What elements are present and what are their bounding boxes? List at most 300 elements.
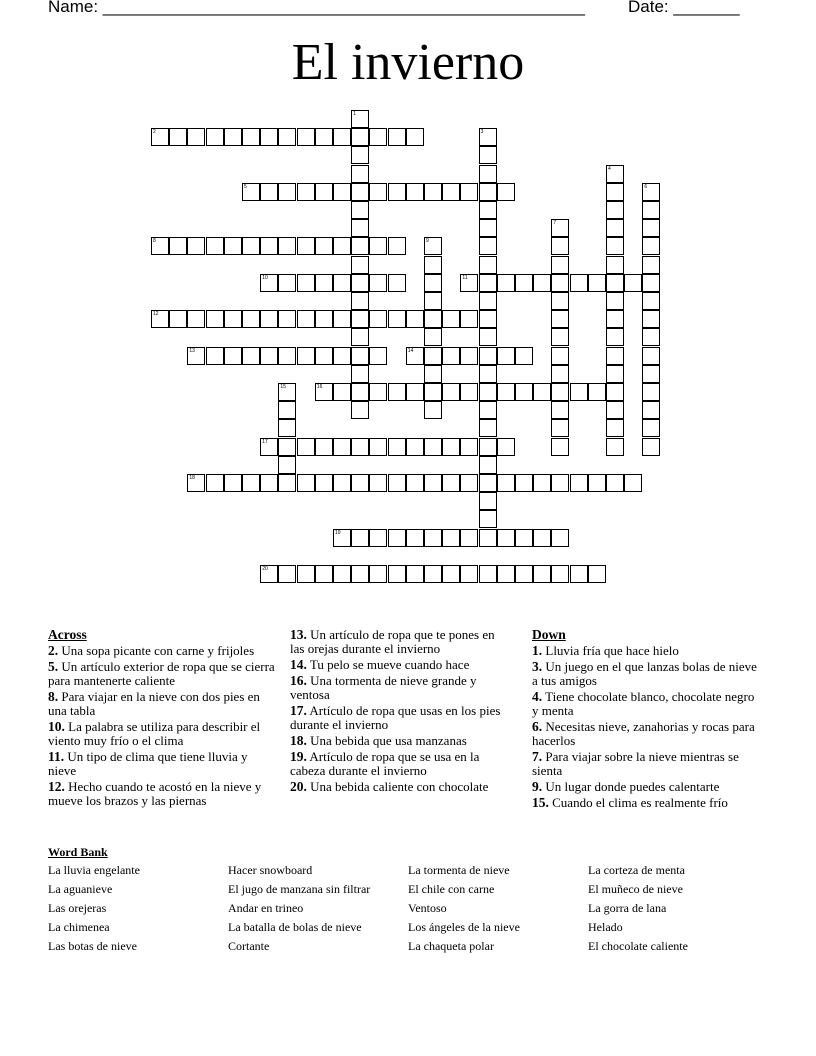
grid-cell[interactable] [479,529,497,547]
grid-cell[interactable] [551,219,569,237]
grid-cell[interactable] [533,274,551,292]
grid-cell[interactable] [351,165,369,183]
grid-cell[interactable] [479,383,497,401]
grid-cell[interactable] [260,237,278,255]
grid-cell[interactable] [351,310,369,328]
grid-cell[interactable] [278,383,296,401]
grid-cell[interactable] [278,438,296,456]
grid-cell[interactable] [424,383,442,401]
grid-cell[interactable] [497,438,515,456]
grid-cell[interactable] [351,256,369,274]
grid-cell[interactable] [333,474,351,492]
grid-cell[interactable] [551,529,569,547]
clue-number: 14 [407,347,414,354]
grid-cell[interactable] [460,274,478,292]
clue-across-10: 10. La palabra se utiliza para describir el viento muy frío o el clima [48,719,261,748]
grid-cell[interactable] [533,529,551,547]
grid-cell[interactable] [315,565,333,583]
grid-cell[interactable] [497,529,515,547]
grid-cell[interactable] [624,474,642,492]
grid-cell[interactable] [351,183,369,201]
grid-cell[interactable] [351,347,369,365]
grid-cell[interactable] [260,565,278,583]
grid-cell[interactable] [278,347,296,365]
grid-cell[interactable] [388,565,406,583]
grid-cell[interactable] [206,237,224,255]
grid-cell[interactable] [424,274,442,292]
grid-cell[interactable] [278,128,296,146]
grid-cell[interactable] [406,529,424,547]
grid-cell[interactable] [315,383,333,401]
grid-cell[interactable] [260,183,278,201]
grid-cell[interactable] [479,401,497,419]
grid-cell[interactable] [242,237,260,255]
grid-cell[interactable] [642,438,660,456]
clue-across-13: 13. Un artículo de ropa que te pones en las orejas durante el invierno [290,627,495,656]
grid-cell[interactable] [388,474,406,492]
grid-cell[interactable] [442,183,460,201]
grid-cell[interactable] [151,237,169,255]
grid-cell[interactable] [388,383,406,401]
clue-across-5: 5. Un artículo exterior de ropa que se cierra para mantenerte caliente [48,659,275,688]
grid-cell[interactable] [315,128,333,146]
grid-cell[interactable] [242,347,260,365]
grid-cell[interactable] [497,474,515,492]
grid-cell[interactable] [460,474,478,492]
word-bank-item: El chile con carne [408,882,495,896]
grid-cell[interactable] [479,201,497,219]
grid-cell[interactable] [406,383,424,401]
grid-cell[interactable] [369,529,387,547]
grid-cell[interactable] [551,256,569,274]
grid-cell[interactable] [369,383,387,401]
grid-cell[interactable] [406,474,424,492]
clue-number: 17 [262,438,268,445]
grid-cell[interactable] [533,383,551,401]
clue-number: 7 [553,220,557,227]
grid-cell[interactable] [278,183,296,201]
grid-cell[interactable] [642,310,660,328]
grid-cell[interactable] [642,274,660,292]
grid-cell[interactable] [606,438,624,456]
grid-cell[interactable] [351,146,369,164]
grid-cell[interactable] [606,383,624,401]
grid-cell[interactable] [606,219,624,237]
clue-number: 8 [153,238,156,245]
grid-cell[interactable] [424,256,442,274]
grid-cell[interactable] [606,401,624,419]
grid-cell[interactable] [406,347,424,365]
grid-cell[interactable] [351,365,369,383]
grid-cell[interactable] [642,237,660,255]
grid-cell[interactable] [460,438,478,456]
grid-cell[interactable] [242,128,260,146]
name-field[interactable]: Name: ___________________________________________________ [48,0,585,16]
grid-cell[interactable] [278,274,296,292]
clue-across-17: 17. Artículo de ropa que usas en los pies durante el invierno [290,703,501,732]
grid-cell[interactable] [479,310,497,328]
clue-number: 4 [608,165,611,172]
grid-cell[interactable] [606,474,624,492]
grid-cell[interactable] [369,347,387,365]
grid-cell[interactable] [606,237,624,255]
grid-cell[interactable] [442,438,460,456]
grid-cell[interactable] [424,347,442,365]
grid-cell[interactable] [479,510,497,528]
grid-cell[interactable] [297,128,315,146]
grid-cell[interactable] [388,438,406,456]
grid-cell[interactable] [642,219,660,237]
grid-cell[interactable] [297,565,315,583]
grid-cell[interactable] [497,347,515,365]
grid-cell[interactable] [570,565,588,583]
grid-cell[interactable] [642,328,660,346]
grid-cell[interactable] [497,383,515,401]
grid-cell[interactable] [260,310,278,328]
grid-cell[interactable] [406,565,424,583]
grid-cell[interactable] [388,128,406,146]
clue-down-15: 15. Cuando el clima es realmente frío [532,795,728,810]
grid-cell[interactable] [588,565,606,583]
grid-cell[interactable] [479,365,497,383]
grid-cell[interactable] [278,419,296,437]
grid-cell[interactable] [388,274,406,292]
word-bank-item: El jugo de manzana sin filtrar [228,882,371,896]
clue-number: 2 [153,129,156,136]
grid-cell[interactable] [533,474,551,492]
grid-cell[interactable] [479,419,497,437]
grid-cell[interactable] [388,237,406,255]
grid-cell[interactable] [206,310,224,328]
grid-cell[interactable] [479,565,497,583]
grid-cell[interactable] [351,529,369,547]
grid-cell[interactable] [315,274,333,292]
grid-cell[interactable] [297,438,315,456]
grid-cell[interactable] [551,365,569,383]
across-clues-col-2 [290,628,512,796]
grid-cell[interactable] [351,110,369,128]
clue-across-12: 12. Hecho cuando te acostó en la nieve y mueve los brazos y las piernas [48,779,262,808]
grid-cell[interactable] [515,383,533,401]
grid-cell[interactable] [479,146,497,164]
clue-across-2: 2. Una sopa picante con carne y frijoles [48,643,255,658]
grid-cell[interactable] [515,565,533,583]
grid-cell[interactable] [369,183,387,201]
clue-down-7: 7. Para viajar sobre la nieve mientras se sienta [532,749,739,778]
grid-cell[interactable] [315,347,333,365]
grid-cell[interactable] [297,310,315,328]
grid-cell[interactable] [588,274,606,292]
clue-number: 20 [262,566,268,572]
grid-cell[interactable] [424,401,442,419]
grid-cell[interactable] [642,292,660,310]
grid-cell[interactable] [479,183,497,201]
grid-cell[interactable] [606,201,624,219]
grid-cell[interactable] [479,438,497,456]
grid-cell[interactable] [497,565,515,583]
grid-cell[interactable] [278,310,296,328]
grid-cell[interactable] [479,165,497,183]
grid-cell[interactable] [442,529,460,547]
grid-cell[interactable] [169,128,187,146]
grid-cell[interactable] [642,256,660,274]
grid-cell[interactable] [424,529,442,547]
word-bank-item: La batalla de bolas de nieve [228,920,362,934]
grid-cell[interactable] [606,274,624,292]
grid-cell[interactable] [424,183,442,201]
grid-cell[interactable] [206,474,224,492]
grid-cell[interactable] [369,474,387,492]
grid-cell[interactable] [333,347,351,365]
grid-cell[interactable] [551,237,569,255]
grid-cell[interactable] [351,438,369,456]
grid-cell[interactable] [187,347,205,365]
clue-across-16: 16. Una tormenta de nieve grande y ventosa [290,673,477,702]
grid-cell[interactable] [551,292,569,310]
date-field[interactable]: Date: _______ [628,0,740,16]
word-bank-item: La corteza de menta [588,863,685,877]
grid-cell[interactable] [315,183,333,201]
grid-cell[interactable] [588,383,606,401]
grid-cell[interactable] [297,237,315,255]
grid-cell[interactable] [551,565,569,583]
grid-cell[interactable] [151,310,169,328]
grid-cell[interactable] [533,565,551,583]
grid-cell[interactable] [570,383,588,401]
grid-cell[interactable] [333,128,351,146]
grid-cell[interactable] [642,419,660,437]
grid-cell[interactable] [406,183,424,201]
grid-cell[interactable] [369,237,387,255]
grid-cell[interactable] [642,347,660,365]
grid-cell[interactable] [479,274,497,292]
grid-cell[interactable] [278,401,296,419]
grid-cell[interactable] [351,274,369,292]
grid-cell[interactable] [333,310,351,328]
grid-cell[interactable] [606,365,624,383]
grid-cell[interactable] [260,128,278,146]
grid-cell[interactable] [460,565,478,583]
grid-cell[interactable] [333,529,351,547]
grid-cell[interactable] [187,474,205,492]
grid-cell[interactable] [442,565,460,583]
grid-cell[interactable] [351,219,369,237]
grid-cell[interactable] [242,474,260,492]
grid-cell[interactable] [187,237,205,255]
grid-cell[interactable] [606,419,624,437]
grid-cell[interactable] [369,438,387,456]
grid-cell[interactable] [570,274,588,292]
grid-cell[interactable] [551,474,569,492]
grid-cell[interactable] [169,310,187,328]
grid-cell[interactable] [515,347,533,365]
grid-cell[interactable] [442,347,460,365]
grid-cell[interactable] [333,565,351,583]
grid-cell[interactable] [278,237,296,255]
grid-cell[interactable] [388,310,406,328]
grid-cell[interactable] [624,274,642,292]
grid-cell[interactable] [187,128,205,146]
grid-cell[interactable] [333,383,351,401]
grid-cell[interactable] [606,310,624,328]
grid-cell[interactable] [479,237,497,255]
clue-down-6: 6. Necesitas nieve, zanahorias y rocas para hacerlos [532,719,755,748]
grid-cell[interactable] [642,401,660,419]
grid-cell[interactable] [224,128,242,146]
grid-cell[interactable] [479,456,497,474]
grid-cell[interactable] [351,201,369,219]
grid-cell[interactable] [570,474,588,492]
grid-cell[interactable] [224,474,242,492]
grid-cell[interactable] [351,383,369,401]
grid-cell[interactable] [551,383,569,401]
grid-cell[interactable] [424,365,442,383]
grid-cell[interactable] [369,565,387,583]
grid-cell[interactable] [606,347,624,365]
grid-cell[interactable] [460,383,478,401]
grid-cell[interactable] [642,383,660,401]
grid-cell[interactable] [515,474,533,492]
grid-cell[interactable] [515,529,533,547]
grid-cell[interactable] [460,529,478,547]
grid-cell[interactable] [260,274,278,292]
grid-cell[interactable] [297,347,315,365]
grid-cell[interactable] [551,419,569,437]
grid-cell[interactable] [333,237,351,255]
grid-cell[interactable] [460,347,478,365]
word-bank-item: Las botas de nieve [48,939,137,953]
clue-number: 1 [353,111,356,117]
grid-cell[interactable] [424,438,442,456]
grid-cell[interactable] [606,183,624,201]
clue-number: 13 [189,347,195,354]
grid-cell[interactable] [333,274,351,292]
grid-cell[interactable] [224,237,242,255]
grid-cell[interactable] [278,456,296,474]
grid-cell[interactable] [297,183,315,201]
grid-cell[interactable] [333,438,351,456]
word-bank-item: Hacer snowboard [228,863,313,877]
grid-cell[interactable] [551,310,569,328]
grid-cell[interactable] [351,401,369,419]
grid-cell[interactable] [479,256,497,274]
grid-cell[interactable] [424,474,442,492]
grid-cell[interactable] [479,492,497,510]
grid-cell[interactable] [278,565,296,583]
grid-cell[interactable] [351,474,369,492]
grid-cell[interactable] [460,310,478,328]
clue-number: 3 [480,129,484,136]
grid-cell[interactable] [351,292,369,310]
grid-cell[interactable] [369,128,387,146]
grid-cell[interactable] [406,128,424,146]
grid-cell[interactable] [442,310,460,328]
grid-cell[interactable] [187,310,205,328]
grid-cell[interactable] [642,365,660,383]
across-heading: Across [48,627,87,642]
grid-cell[interactable] [642,183,660,201]
grid-cell[interactable] [424,328,442,346]
word-bank-item: Cortante [228,939,270,953]
grid-cell[interactable] [206,128,224,146]
grid-cell[interactable] [442,383,460,401]
word-bank-item: La chaqueta polar [408,939,494,953]
grid-cell[interactable] [406,310,424,328]
grid-cell[interactable] [315,474,333,492]
grid-cell[interactable] [479,128,497,146]
grid-cell[interactable] [369,310,387,328]
grid-cell[interactable] [260,438,278,456]
grid-cell[interactable] [479,219,497,237]
grid-cell[interactable] [479,328,497,346]
grid-cell[interactable] [260,474,278,492]
grid-cell[interactable] [333,183,351,201]
grid-cell[interactable] [315,310,333,328]
grid-cell[interactable] [460,183,478,201]
grid-cell[interactable] [351,565,369,583]
grid-cell[interactable] [224,310,242,328]
grid-cell[interactable] [551,328,569,346]
grid-cell[interactable] [297,274,315,292]
word-bank-item: Ventoso [408,901,447,915]
grid-cell[interactable] [315,438,333,456]
grid-cell[interactable] [424,237,442,255]
grid-cell[interactable] [588,474,606,492]
grid-cell[interactable] [169,237,187,255]
grid-cell[interactable] [642,201,660,219]
grid-cell[interactable] [351,128,369,146]
grid-cell[interactable] [479,292,497,310]
grid-cell[interactable] [369,274,387,292]
grid-cell[interactable] [278,474,296,492]
grid-cell[interactable] [515,274,533,292]
word-bank-item: Andar en trineo [228,901,304,915]
grid-cell[interactable] [315,237,333,255]
grid-cell[interactable] [242,310,260,328]
grid-cell[interactable] [479,347,497,365]
grid-cell[interactable] [388,529,406,547]
grid-cell[interactable] [551,274,569,292]
grid-cell[interactable] [351,237,369,255]
grid-cell[interactable] [351,328,369,346]
grid-cell[interactable] [242,183,260,201]
grid-cell[interactable] [551,347,569,365]
grid-cell[interactable] [151,128,169,146]
grid-cell[interactable] [260,347,278,365]
grid-cell[interactable] [424,292,442,310]
grid-cell[interactable] [551,438,569,456]
grid-cell[interactable] [606,165,624,183]
grid-cell[interactable] [479,474,497,492]
grid-cell[interactable] [497,274,515,292]
grid-cell[interactable] [551,401,569,419]
clue-number: 9 [426,238,429,245]
grid-cell[interactable] [606,256,624,274]
grid-cell[interactable] [406,438,424,456]
grid-cell[interactable] [297,474,315,492]
grid-cell[interactable] [497,183,515,201]
grid-cell[interactable] [424,565,442,583]
grid-cell[interactable] [606,292,624,310]
grid-cell[interactable] [206,347,224,365]
word-bank-item: La aguanieve [48,882,113,896]
grid-cell[interactable] [442,474,460,492]
word-bank-item: La chimenea [48,920,110,934]
grid-cell[interactable] [388,183,406,201]
grid-cell[interactable] [424,310,442,328]
grid-cell[interactable] [606,328,624,346]
grid-cell[interactable] [224,347,242,365]
